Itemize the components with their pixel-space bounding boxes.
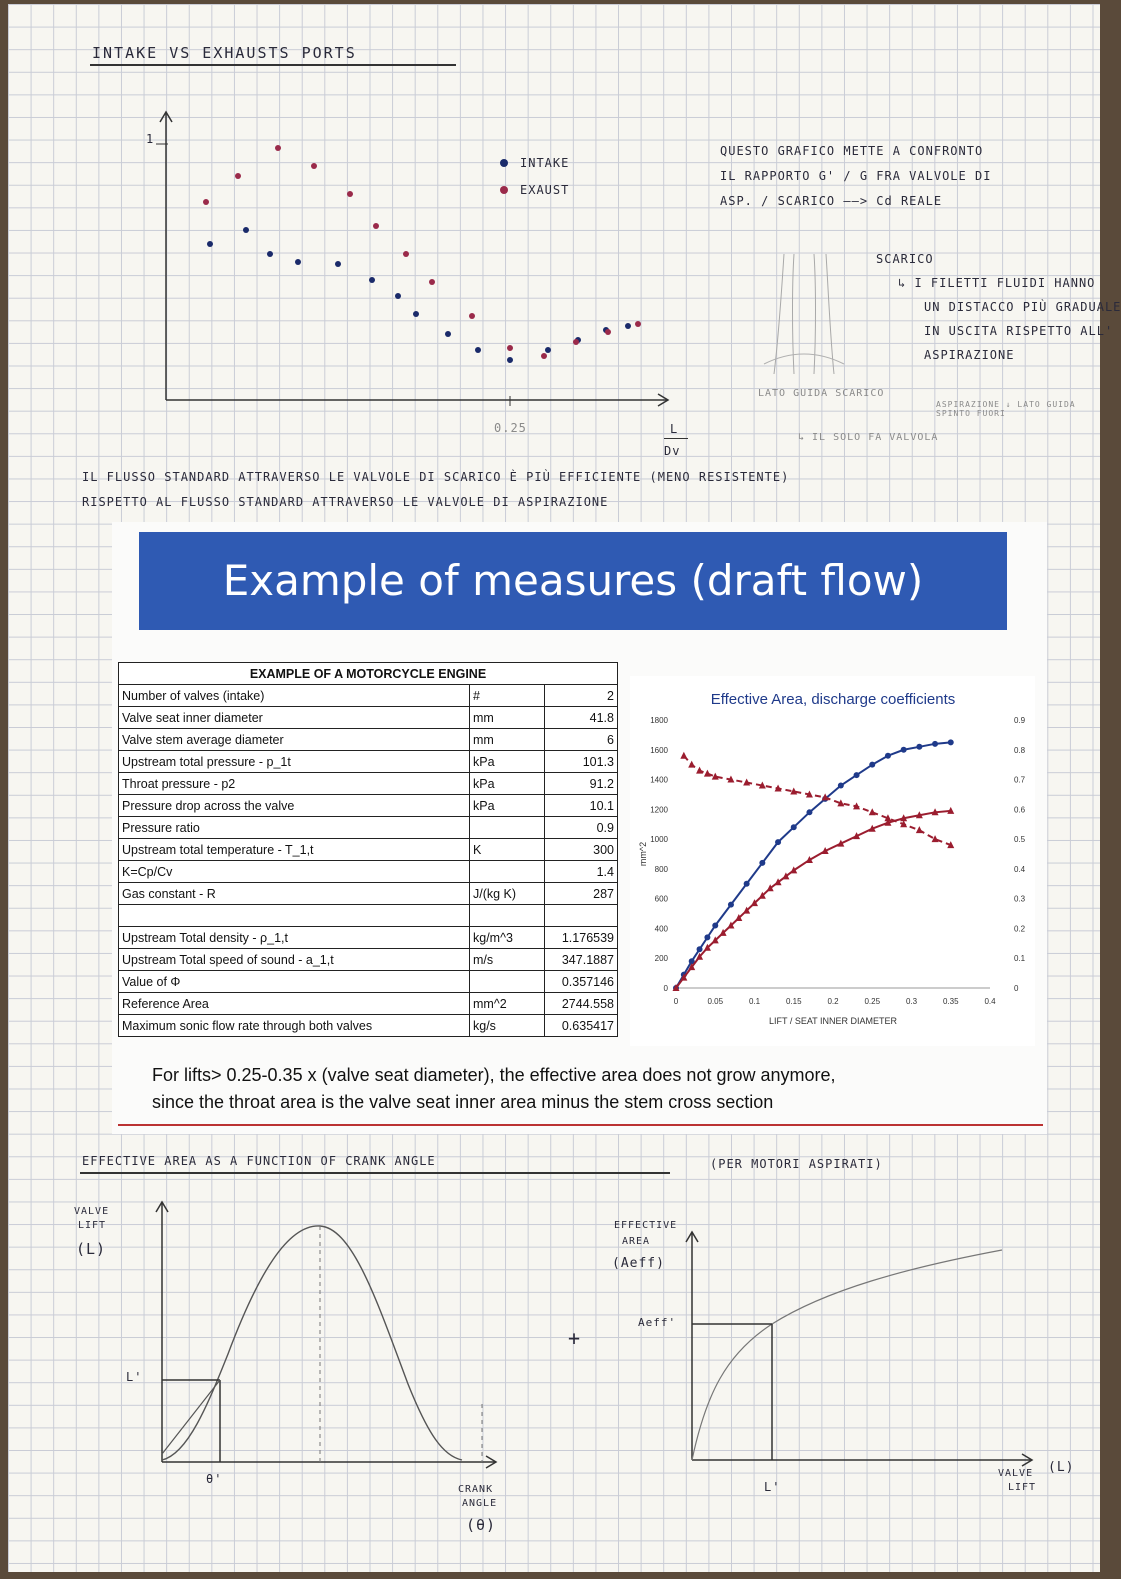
scatter-x-label-bar	[664, 438, 688, 439]
right-y-label-2: AREA	[622, 1236, 651, 1247]
y-tick-label: 800	[654, 864, 668, 874]
cell-value: 287	[545, 883, 618, 905]
cell-value: 0.357146	[545, 971, 618, 993]
left-x-mark: θ'	[206, 1472, 223, 1486]
cell-unit	[470, 861, 545, 883]
cell-label: Upstream Total speed of sound - a_1,t	[119, 949, 470, 971]
bottom-heading: EFFECTIVE AREA AS A FUNCTION OF CRANK ANGLE	[82, 1154, 436, 1168]
exaust-point	[541, 353, 547, 359]
cell-unit: kg/m^3	[470, 927, 545, 949]
x-tick-label: 0.25	[864, 997, 881, 1006]
right-x-label-2: LIFT	[1008, 1482, 1037, 1493]
plus-sign: +	[568, 1326, 583, 1350]
y2-tick-label: 0.9	[1014, 716, 1026, 725]
legend-intake-dot	[500, 159, 508, 167]
heading-underline	[90, 64, 456, 66]
series-0-point	[932, 741, 938, 747]
cell-label: Pressure drop across the valve	[119, 795, 470, 817]
intake-point	[475, 347, 481, 353]
x-tick-label: 0.35	[942, 997, 959, 1006]
left-y-label-2: LIFT	[78, 1220, 107, 1231]
cell-value: 300	[545, 839, 618, 861]
cell-unit: mm	[470, 729, 545, 751]
exaust-point	[635, 321, 641, 327]
slide-caption	[152, 1062, 1032, 1116]
x-tick-label: 0.3	[905, 997, 918, 1006]
table-row	[119, 685, 618, 707]
table-row	[119, 993, 618, 1015]
cell-value: 2	[545, 685, 618, 707]
intake-point	[413, 311, 419, 317]
exaust-point	[347, 191, 353, 197]
cell-value: 0.9	[545, 817, 618, 839]
series-0-point	[948, 739, 954, 745]
left-x-label-2: ANGLE	[462, 1498, 498, 1509]
cell-label: Gas constant - R	[119, 883, 470, 905]
right-x-label-3: (L)	[1048, 1460, 1075, 1475]
series-0-point	[704, 934, 710, 940]
x-tick-label: 0	[673, 997, 679, 1006]
y2-tick-label: 0.6	[1014, 805, 1026, 815]
series-2-point	[696, 767, 703, 774]
aeff-curve	[692, 1250, 1002, 1460]
caption-line-2: since the throat area is the valve seat inner area minus the stem cross section	[152, 1092, 774, 1112]
y2-tick-label: 0	[1014, 984, 1019, 993]
cell-unit: kPa	[470, 773, 545, 795]
x-tick-label: 0.15	[785, 997, 802, 1006]
exaust-point	[373, 223, 379, 229]
lift-curve	[162, 1226, 462, 1460]
engine-spec-table	[118, 662, 618, 1037]
cell-label: Upstream total pressure - p_1t	[119, 751, 470, 773]
notes-heading: INTAKE VS EXHAUSTS PORTS	[92, 44, 357, 62]
right-y-label-1: EFFECTIVE	[614, 1220, 678, 1231]
scatter-y-tick-label: 1	[146, 132, 155, 146]
cell-unit: K	[470, 839, 545, 861]
exaust-point	[275, 145, 281, 151]
series-2-point	[704, 770, 711, 777]
cell-label: Pressure ratio	[119, 817, 470, 839]
left-y-label-3: (L)	[76, 1240, 107, 1258]
x-tick-label: 0.4	[984, 997, 996, 1006]
intake-point	[295, 259, 301, 265]
x-axis-label: LIFT / SEAT INNER DIAMETER	[768, 1016, 898, 1026]
cell-label: Upstream total temperature - T_1,t	[119, 839, 470, 861]
statement-line-2: RISPETTO AL FLUSSO STANDARD ATTRAVERSO LE VALVOLE DI ASPIRAZIONE	[82, 495, 609, 509]
series-0-point	[885, 753, 891, 759]
cell-label	[119, 905, 470, 927]
side-note-1: QUESTO GRAFICO METTE A CONFRONTO	[720, 144, 984, 158]
series-2-point	[688, 761, 695, 768]
table-row	[119, 773, 618, 795]
table-row	[119, 795, 618, 817]
exaust-point	[311, 163, 317, 169]
cell-label: Upstream Total density - ρ_1,t	[119, 927, 470, 949]
right-y-label-3: (Aeff)	[612, 1256, 665, 1271]
y2-tick-label: 0.3	[1014, 894, 1026, 904]
cell-value: 101.3	[545, 751, 618, 773]
valve-sketch	[744, 244, 864, 384]
cell-value: 1.176539	[545, 927, 618, 949]
intake-point	[369, 277, 375, 283]
cell-unit: m/s	[470, 949, 545, 971]
cell-value: 0.635417	[545, 1015, 618, 1037]
intake-point	[625, 323, 631, 329]
cell-label: Valve seat inner diameter	[119, 707, 470, 729]
side-note-10: ↳ IL SOLO FA VALVOLA	[798, 432, 939, 443]
scatter-x-label-num: L	[670, 422, 679, 436]
series-0-point	[728, 902, 734, 908]
y2-tick-label: 0.1	[1014, 954, 1026, 964]
notebook-page	[8, 4, 1121, 1572]
valve-lift-sketch	[148, 1194, 508, 1484]
series-0-point	[838, 783, 844, 789]
table-row	[119, 839, 618, 861]
right-x-label-1: VALVE	[998, 1468, 1034, 1479]
intake-exhaust-scatter	[128, 104, 688, 464]
x-tick-label: 0.2	[827, 997, 839, 1006]
y-tick-label: 200	[654, 954, 668, 964]
y2-tick-label: 0.8	[1014, 745, 1026, 755]
exaust-point	[429, 279, 435, 285]
series-2-line	[684, 756, 951, 845]
intake-point	[335, 261, 341, 267]
side-note-11: ASPIRAZIONE ↓ LATO GUIDA SPINTO FUORI	[936, 400, 1076, 418]
side-note-9: LATO GUIDA SCARICO	[758, 388, 885, 399]
legend-exaust-dot	[500, 186, 508, 194]
effective-area-chart-svg	[630, 676, 1035, 1046]
exaust-point	[403, 251, 409, 257]
y2-tick-label: 0.2	[1014, 924, 1026, 934]
y-tick-label: 0	[663, 984, 668, 993]
series-2-point	[916, 826, 923, 833]
cell-unit: kg/s	[470, 1015, 545, 1037]
table-row	[119, 949, 618, 971]
series-2-point	[680, 752, 687, 759]
left-y-mark: L'	[126, 1370, 143, 1384]
table-row	[119, 905, 618, 927]
series-0-point	[806, 809, 812, 815]
exaust-point	[235, 173, 241, 179]
intake-point	[243, 227, 249, 233]
statement-line-1: IL FLUSSO STANDARD ATTRAVERSO LE VALVOLE DI SCARICO È PIÙ EFFICIENTE (MENO RESISTENTE)	[82, 470, 790, 484]
cell-label: Throat pressure - p2	[119, 773, 470, 795]
series-0-point	[697, 946, 703, 952]
series-2-point	[932, 835, 939, 842]
x-tick-label: 0.1	[748, 997, 761, 1006]
exaust-point	[573, 339, 579, 345]
cell-value	[545, 905, 618, 927]
cell-label: K=Cp/Cv	[119, 861, 470, 883]
y-tick-label: 1600	[650, 745, 668, 755]
series-0-point	[759, 860, 765, 866]
table-row	[119, 861, 618, 883]
intake-point	[545, 347, 551, 353]
slide-title: Example of measures (draft flow)	[139, 532, 1007, 630]
side-note-4: SCARICO	[876, 252, 934, 266]
exaust-point	[203, 199, 209, 205]
legend-exaust-label: EXAUST	[520, 183, 570, 197]
exaust-point	[507, 345, 513, 351]
left-x-label-1: CRANK	[458, 1484, 494, 1495]
intake-point	[445, 331, 451, 337]
cell-unit: J/(kg K)	[470, 883, 545, 905]
cell-unit: kPa	[470, 751, 545, 773]
cell-unit: mm	[470, 707, 545, 729]
side-note-5: ↳ I FILETTI FLUIDI HANNO	[898, 276, 1096, 290]
y-axis-label: mm^2	[638, 841, 648, 867]
side-note-7: IN USCITA RISPETTO ALL'	[924, 324, 1114, 338]
intake-point	[507, 357, 513, 363]
scatter-x-label-den: Dv	[664, 444, 681, 458]
right-x-mark: L'	[764, 1480, 781, 1494]
cell-unit: #	[470, 685, 545, 707]
left-x-label-3: (θ)	[466, 1516, 497, 1534]
intake-point	[207, 241, 213, 247]
cell-label: Valve stem average diameter	[119, 729, 470, 751]
series-0-point	[712, 922, 718, 928]
cell-value: 347.1887	[545, 949, 618, 971]
intake-point	[395, 293, 401, 299]
cell-label: Value of Φ	[119, 971, 470, 993]
series-0-point	[916, 744, 922, 750]
y2-tick-label: 0.4	[1014, 864, 1026, 874]
x-tick-label: 0.05	[707, 997, 724, 1006]
cell-label: Maximum sonic flow rate through both valves	[119, 1015, 470, 1037]
left-y-label-1: VALVE	[74, 1206, 110, 1217]
chart-title: Effective Area, discharge coefficients	[710, 691, 956, 708]
y-tick-label: 1000	[650, 835, 668, 845]
table-header: EXAMPLE OF A MOTORCYCLE ENGINE	[119, 663, 618, 685]
caption-line-1: For lifts> 0.25-0.35 x (valve seat diameter), the effective area does not grow anymore,	[152, 1065, 836, 1085]
legend-intake-label: INTAKE	[520, 156, 570, 170]
bottom-heading-note: (PER MOTORI ASPIRATI)	[710, 1157, 883, 1171]
series-0-point	[869, 762, 875, 768]
exaust-point	[605, 329, 611, 335]
cell-value: 2744.558	[545, 993, 618, 1015]
side-note-2: IL RAPPORTO G' / G FRA VALVOLE DI	[720, 169, 992, 183]
exaust-point	[469, 313, 475, 319]
table-row	[119, 971, 618, 993]
y-tick-label: 1800	[650, 716, 668, 725]
scatter-x-tick-label: 0.25	[494, 421, 527, 435]
series-0-point	[854, 772, 860, 778]
effective-area-chart	[630, 676, 1035, 1046]
table-row	[119, 707, 618, 729]
series-0-point	[775, 839, 781, 845]
y-tick-label: 1200	[650, 805, 668, 815]
y2-tick-label: 0.5	[1014, 835, 1026, 845]
series-0-point	[744, 881, 750, 887]
table-row	[119, 1015, 618, 1037]
table-row	[119, 729, 618, 751]
right-y-mark: Aeff'	[638, 1316, 677, 1329]
cell-unit: mm^2	[470, 993, 545, 1015]
bottom-heading-underline	[80, 1172, 670, 1174]
y-tick-label: 1400	[650, 775, 668, 785]
series-0-point	[791, 824, 797, 830]
cell-unit	[470, 817, 545, 839]
slide-divider	[118, 1124, 1043, 1126]
cell-value: 41.8	[545, 707, 618, 729]
cell-unit	[470, 905, 545, 927]
table-row	[119, 927, 618, 949]
side-note-3: ASP. / SCARICO ——> Cd REALE	[720, 194, 943, 208]
table-row	[119, 817, 618, 839]
cell-label: Number of valves (intake)	[119, 685, 470, 707]
side-note-8: ASPIRAZIONE	[924, 348, 1015, 362]
side-note-6: UN DISTACCO PIÙ GRADUALE	[924, 300, 1121, 314]
table-row	[119, 883, 618, 905]
y-tick-label: 400	[654, 924, 668, 934]
cell-unit: kPa	[470, 795, 545, 817]
intake-point	[267, 251, 273, 257]
series-1-line	[676, 811, 951, 988]
y-tick-label: 600	[654, 894, 668, 904]
table-row	[119, 751, 618, 773]
effective-area-sketch	[676, 1224, 1046, 1484]
cell-value: 10.1	[545, 795, 618, 817]
cell-unit	[470, 971, 545, 993]
series-2-point	[869, 808, 876, 815]
series-0-point	[901, 747, 907, 753]
cell-value: 6	[545, 729, 618, 751]
cell-label: Reference Area	[119, 993, 470, 1015]
cell-value: 91.2	[545, 773, 618, 795]
y2-tick-label: 0.7	[1014, 775, 1026, 785]
cell-value: 1.4	[545, 861, 618, 883]
